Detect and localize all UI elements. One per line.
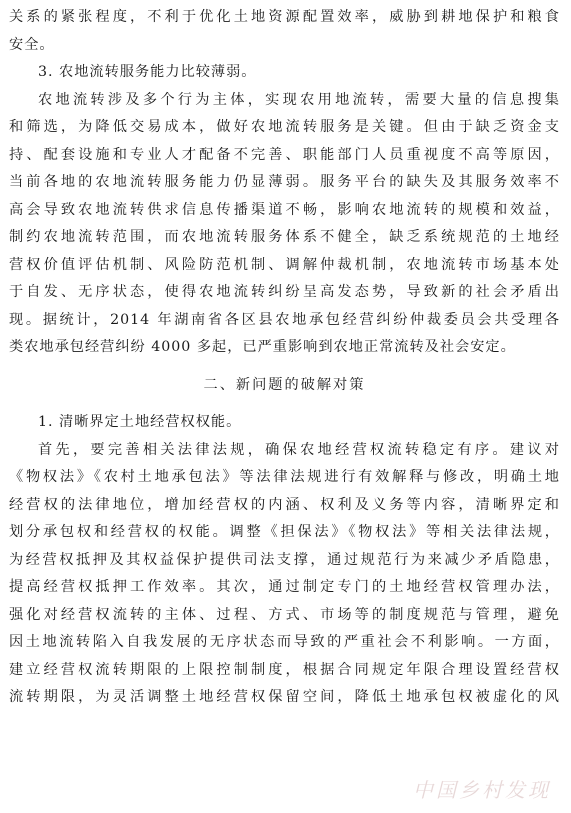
paragraph-3-line-1: 首先，要完善相关法律法规，确保农地经营权流转稳定有序。建议对 — [38, 441, 560, 458]
watermark-logo: 中国乡村发现 — [413, 778, 551, 802]
paragraph-2-line-6: 制约农地流转范围，而农地流转服务体系不健全，缺乏系统规范的土地经 — [9, 229, 560, 245]
paragraph-2-line-5: 高会导致农地流转供求信息传播渠道不畅，影响农地流转的规模和效益， — [9, 201, 560, 218]
paragraph-3-line-6: 提高经营权抵押工作效率。其次，通过制定专门的土地经营权管理办法， — [9, 579, 560, 595]
paragraph-2-line-3: 持、配套设施和专业人才配备不完善、职能部门人员重视度不高等原因， — [9, 146, 560, 163]
paragraph-3-line-7: 强化对经营权流转的主体、过程、方式、市场等的制度规范与管理，避免 — [9, 606, 560, 623]
paragraph-2-line-8: 于自发、无序状态，使得农地流转纠纷呈高发态势，导致新的社会矛盾出 — [9, 284, 560, 300]
paragraph-2-line-1: 农地流转涉及多个行为主体，实现农用地流转，需要大量的信息搜集 — [38, 91, 560, 108]
paragraph-1-line-1: 关系的紧张程度，不利于优化土地资源配置效率，威胁到耕地保护和粮食 — [9, 9, 560, 25]
paragraph-2-line-9: 现。据统计，2014 年湖南省各区县农地承包经营纠纷仲裁委员会共受理各 — [9, 311, 560, 328]
paragraph-1-line-2: 安全。 — [9, 36, 55, 53]
paragraph-3-line-10: 流转期限，为灵活调整土地经营权保留空间，降低土地承包权被虚化的风 — [9, 689, 560, 705]
document-page — [9, 4, 560, 712]
subheading-3: 3. 农地流转服务能力比较薄弱。 — [38, 64, 257, 80]
paragraph-2-line-4: 当前各地的农地流转服务能力仍显薄弱。服务平台的缺失及其服务效率不 — [9, 174, 560, 190]
section-heading: 二、新问题的破解对策 — [203, 376, 366, 393]
paragraph-2-line-7: 营权价值评估机制、风险防范机制、调解仲裁机制，农地流转市场基本处 — [9, 256, 560, 273]
subheading-1: 1. 清晰界定土地经营权权能。 — [38, 414, 242, 430]
paragraph-2-line-2: 和筛选，为降低交易成本，做好农地流转服务是关键。但由于缺乏资金支 — [9, 119, 560, 135]
paragraph-3-line-2: 《物权法》《农村土地承包法》等法律法规进行有效解释与修改，明确土地 — [9, 469, 560, 485]
paragraph-3-line-9: 建立经营权流转期限的上限控制制度，根据合同规定年限合理设置经营权 — [9, 661, 560, 678]
paragraph-3-line-4: 划分承包权和经营权的权能。调整《担保法》《物权法》等相关法律法规， — [9, 524, 560, 540]
paragraph-3-line-8: 因土地流转陷入自我发展的无序状态而导致的严重社会不利影响。一方面， — [9, 634, 560, 650]
paragraph-2-line-10: 类农地承包经营纠纷 4000 多起，已严重影响到农地正常流转及社会安定。 — [9, 339, 516, 355]
paragraph-3-line-5: 为经营权抵押及其权益保护提供司法支撑，通过规范行为来减少矛盾隐患， — [9, 551, 560, 568]
paragraph-3-line-3: 经营权的法律地位，增加经营权的内涵、权利及义务等内容，清晰界定和 — [9, 496, 560, 513]
